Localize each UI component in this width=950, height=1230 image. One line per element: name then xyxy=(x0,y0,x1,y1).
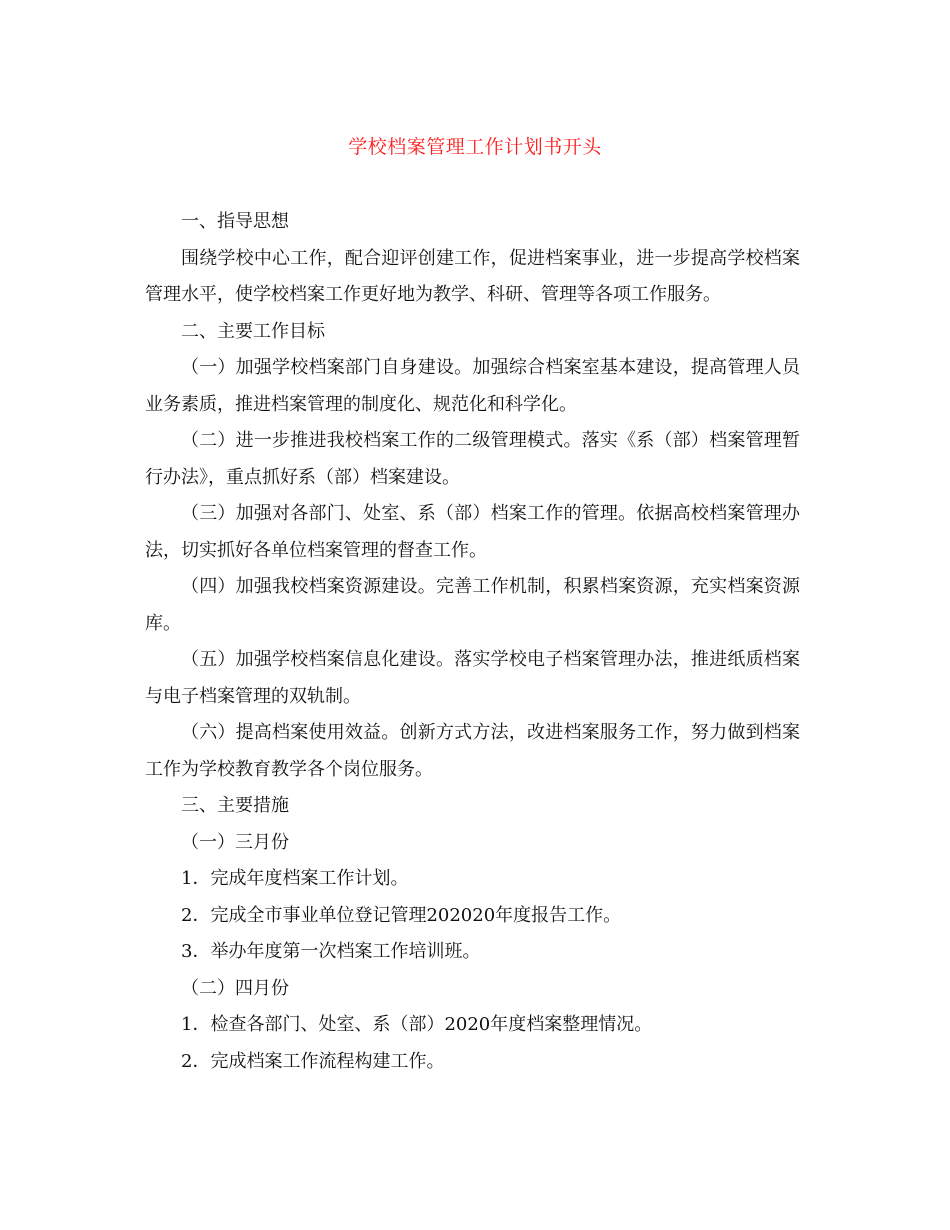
april-task-1: 1．检查各部门、处室、系（部）2020年度档案整理情况。 xyxy=(181,1014,653,1035)
march-task-2: 2．完成全市事业单位登记管理202020年度报告工作。 xyxy=(181,904,622,926)
march-task-1: 1．完成年度档案工作计划。 xyxy=(181,868,409,889)
subsection-april: （二）四月份 xyxy=(181,977,289,999)
goal-item-4: （四）加强我校档案资源建设。完善工作机制，积累档案资源，充实档案资源库。 xyxy=(145,576,800,634)
goal-item-1: （一）加强学校档案部门自身建设。加强综合档案室基本建设，提高管理人员业务素质，推进档案管理的制度化、规范化和科学化。 xyxy=(145,357,800,415)
section-heading-main-goals: 二、主要工作目标 xyxy=(181,320,325,342)
document-body xyxy=(145,204,800,1080)
goal-item-3: （三）加强对各部门、处室、系（部）档案工作的管理。依据高校档案管理办法，切实抓好各单位档案管理的督查工作。 xyxy=(145,503,800,561)
paragraph-guiding-ideology: 围绕学校中心工作，配合迎评创建工作，促进档案事业，进一步提高学校档案管理水平，使学校档案工作更好地为教学、科研、管理等各项工作服务。 xyxy=(145,247,800,305)
goal-item-5: （五）加强学校档案信息化建设。落实学校电子档案管理办法，推进纸质档案与电子档案管理的双轨制。 xyxy=(145,649,800,707)
document-title: 学校档案管理工作计划书开头 xyxy=(348,136,602,158)
section-heading-main-measures: 三、主要措施 xyxy=(181,795,289,816)
section-heading-guiding-ideology: 一、指导思想 xyxy=(181,211,289,232)
goal-item-2: （二）进一步推进我校档案工作的二级管理模式。落实《系（部）档案管理暂行办法》，重点抓好系（部）档案建设。 xyxy=(145,430,800,488)
subsection-march: （一）三月份 xyxy=(181,831,289,853)
march-task-3: 3．举办年度第一次档案工作培训班。 xyxy=(181,941,481,962)
goal-item-6: （六）提高档案使用效益。创新方式方法，改进档案服务工作，努力做到档案工作为学校教育教学各个岗位服务。 xyxy=(145,722,800,780)
april-task-2: 2．完成档案工作流程构建工作。 xyxy=(181,1050,445,1072)
